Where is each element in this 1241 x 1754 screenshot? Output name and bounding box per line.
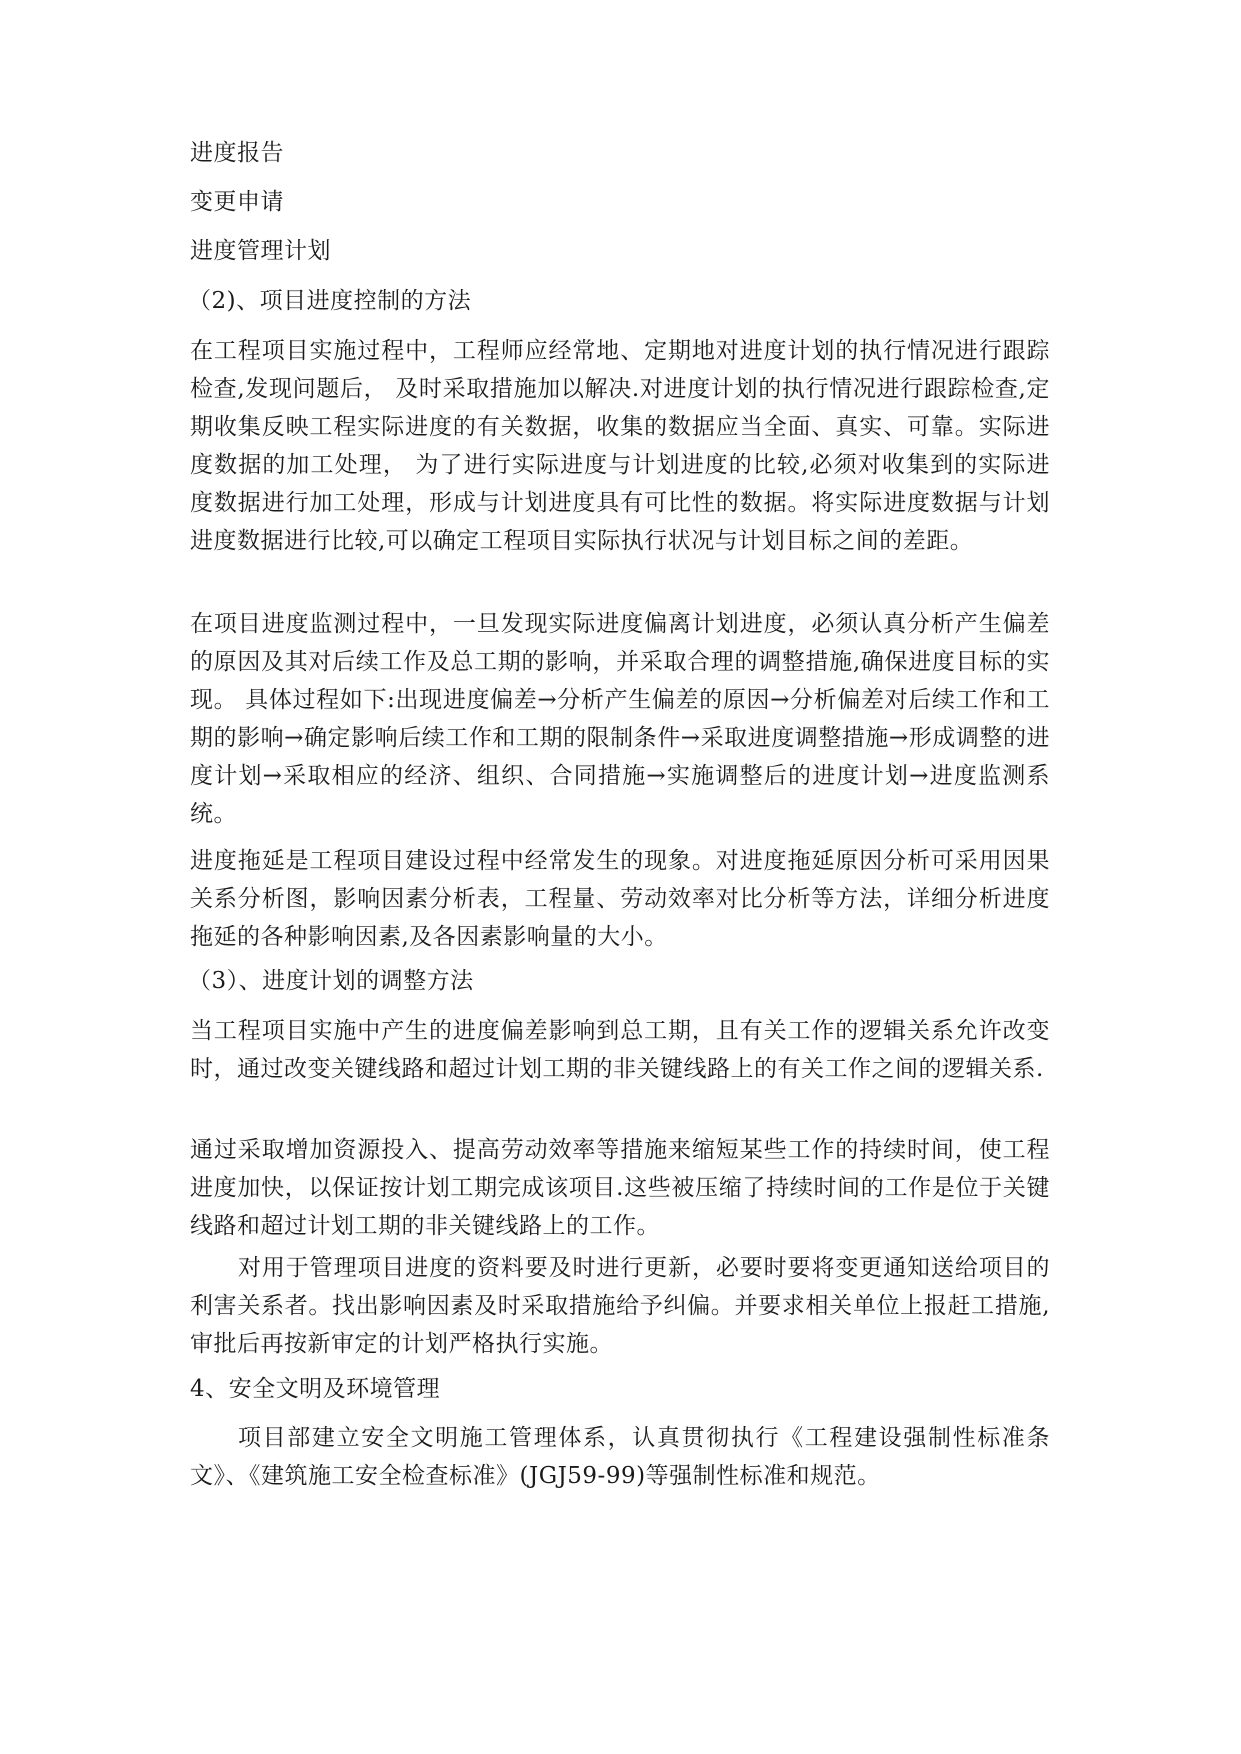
paragraph-deviation-analysis: 在项目进度监测过程中，一旦发现实际进度偏离计划进度，必须认真分析产生偏差的原因及其对后续工作及总工期的影响，并采取合理的调整措施,确保进度目标的实现。 具体过程如下:出现进度偏差→分析产生偏差的原因→分析偏差对后续工作和工期的影响→确定影响后续工作和工期的限制条件→采取进度调整措施→形成调整的进度计划→采取相应的经济、组织、合同措施→实施调整后的进度计划→进度监测系统。 — [190, 611, 1050, 827]
list-item-change-request: 变更申请 — [190, 189, 284, 215]
paragraph-logic-change: 当工程项目实施中产生的进度偏差影响到总工期，且有关工作的逻辑关系允许改变时，通过改变关键线路和超过计划工期的非关键线路上的有关工作之间的逻辑关系. — [190, 1018, 1050, 1082]
paragraph-data-update: 对用于管理项目进度的资料要及时进行更新，必要时要将变更通知送给项目的利害关系者。找出影响因素及时采取措施给予纠偏。并要求相关单位上报赶工措施,审批后再按新审定的计划严格执行实施。 — [190, 1255, 1050, 1357]
section-heading-3: （3）、进度计划的调整方法 — [188, 968, 474, 994]
paragraph-delay-analysis: 进度拖延是工程项目建设过程中经常发生的现象。对进度拖延原因分析可采用因果关系分析图，影响因素分析表，工程量、劳动效率对比分析等方法，详细分析进度拖延的各种影响因素,及各因素影响量的大小。 — [190, 848, 1050, 950]
list-item-progress-plan: 进度管理计划 — [190, 238, 331, 264]
list-item-progress-report: 进度报告 — [190, 140, 284, 166]
section-heading-2: （2)、项目进度控制的方法 — [188, 288, 472, 314]
paragraph-safety-system: 项目部建立安全文明施工管理体系，认真贯彻执行《工程建设强制性标准条文》、《建筑施工安全检查标准》(JGJ59-99)等强制性标准和规范。 — [190, 1425, 1050, 1489]
paragraph-duration-compression: 通过采取增加资源投入、提高劳动效率等措施来缩短某些工作的持续时间，使工程进度加快，以保证按计划工期完成该项目.这些被压缩了持续时间的工作是位于关键线路和超过计划工期的非关键线路上的工作。 — [190, 1137, 1050, 1239]
paragraph-tracking-inspection: 在工程项目实施过程中，工程师应经常地、定期地对进度计划的执行情况进行跟踪检查,发现问题后， 及时采取措施加以解决.对进度计划的执行情况进行跟踪检查,定期收集反映工程实际进度的有关数据，收集的数据应当全面、真实、可靠。实际进度数据的加工处理， 为了进行实际进度与计划进度的比较,必须对收集到的实际进度数据进行加工处理，形成与计划进度具有可比性的数据。将实际进度数据与计划进度数据进行比较,可以确定工程项目实际执行状况与计划目标之间的差距。 — [190, 338, 1050, 554]
section-heading-4: 4、安全文明及环境管理 — [190, 1376, 441, 1402]
